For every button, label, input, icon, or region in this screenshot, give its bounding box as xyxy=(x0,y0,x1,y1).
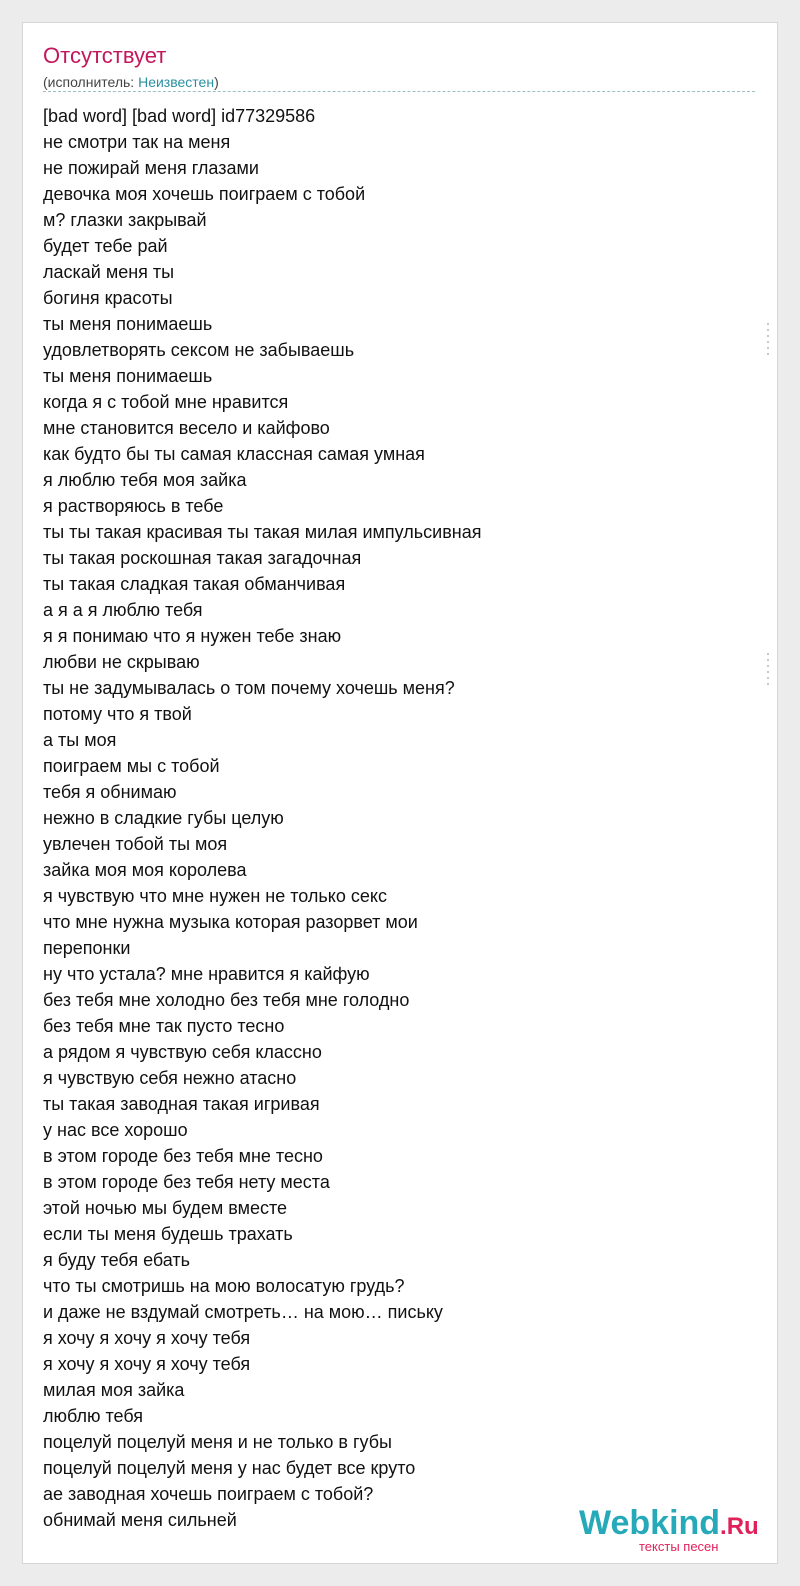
artist-link[interactable]: Неизвестен xyxy=(138,74,215,90)
lyric-line: перепонки xyxy=(43,938,131,958)
dot xyxy=(767,323,769,325)
page-card xyxy=(22,22,778,1564)
lyric-line: я я понимаю что я нужен тебе знаю xyxy=(43,626,342,646)
lyric-line: ты такая роскошная такая загадочная xyxy=(43,548,362,568)
lyric-line: зайка моя моя королева xyxy=(43,860,247,880)
song-title: Отсутствует xyxy=(43,43,167,68)
lyric-line: без тебя мне так пусто тесно xyxy=(43,1016,285,1036)
lyric-line: а ты моя xyxy=(43,730,117,750)
lyric-line: потому что я твой xyxy=(43,704,192,724)
dot xyxy=(767,341,769,343)
lyric-line: ты меня понимаешь xyxy=(43,366,213,386)
lyric-line: девочка моя хочешь поиграем с тобой xyxy=(43,184,366,204)
lyric-line: ласкай меня ты xyxy=(43,262,175,282)
lyric-line: поцелуй поцелуй меня и не только в губы xyxy=(43,1432,392,1452)
lyric-line: люблю тебя xyxy=(43,1406,144,1426)
dot xyxy=(767,683,769,685)
lyric-line: не пожирай меня глазами xyxy=(43,158,259,178)
dot xyxy=(767,671,769,673)
lyric-line: обнимай меня сильней xyxy=(43,1510,237,1530)
lyric-line: ае заводная хочешь поиграем с тобой? xyxy=(43,1484,374,1504)
dot xyxy=(767,335,769,337)
lyric-line: я буду тебя ебать xyxy=(43,1250,191,1270)
lyric-line: ты такая заводная такая игривая xyxy=(43,1094,320,1114)
lyric-line: м? глазки закрывай xyxy=(43,210,207,230)
lyric-line: я чувствую себя нежно атасно xyxy=(43,1068,297,1088)
artist-line xyxy=(43,73,755,91)
dot xyxy=(767,353,769,355)
dot xyxy=(767,665,769,667)
lyric-line: я растворяюсь в тебе xyxy=(43,496,224,516)
logo-tagline: тексты песен xyxy=(639,1539,719,1554)
lyric-line: я чувствую что мне нужен не только секс xyxy=(43,886,387,906)
lyric-line: увлечен тобой ты моя xyxy=(43,834,228,854)
lyric-line: без тебя мне холодно без тебя мне голодно xyxy=(43,990,410,1010)
lyric-line: у нас все хорошо xyxy=(43,1120,188,1140)
lyric-line: в этом городе без тебя нету места xyxy=(43,1172,330,1192)
lyric-line: этой ночью мы будем вместе xyxy=(43,1198,288,1218)
lyric-line: а рядом я чувствую себя классно xyxy=(43,1042,322,1062)
lyric-line: поцелуй поцелуй меня у нас будет все круто xyxy=(43,1458,416,1478)
lyric-line: тебя я обнимаю xyxy=(43,782,177,802)
lyrics-text xyxy=(43,103,755,1533)
lyric-line: не смотри так на меня xyxy=(43,132,231,152)
lyric-line: ты такая сладкая такая обманчивая xyxy=(43,574,346,594)
lyric-line: ты не задумывалась о том почему хочешь меня? xyxy=(43,678,455,698)
dot xyxy=(767,347,769,349)
lyric-line: я хочу я хочу я хочу тебя xyxy=(43,1354,251,1374)
scroll-dots-upper xyxy=(767,323,769,359)
lyric-line: что ты смотришь на мою волосатую грудь? xyxy=(43,1276,405,1296)
dot xyxy=(767,659,769,661)
lyric-line: любви не скрываю xyxy=(43,652,200,672)
logo-tld: .Ru xyxy=(720,1513,759,1540)
lyric-line: как будто бы ты самая классная самая умная xyxy=(43,444,425,464)
scroll-dots-lower xyxy=(767,653,769,689)
lyric-line: что мне нужна музыка которая разорвет мои xyxy=(43,912,418,932)
dot xyxy=(767,329,769,331)
lyric-line: и даже не вздумай смотреть… на мою… письку xyxy=(43,1302,443,1322)
lyric-line: ну что устала? мне нравится я кайфую xyxy=(43,964,370,984)
lyric-line: будет тебе рай xyxy=(43,236,168,256)
lyric-line: я люблю тебя моя зайка xyxy=(43,470,247,490)
lyric-line: если ты меня будешь трахать xyxy=(43,1224,293,1244)
dot xyxy=(767,677,769,679)
lyric-line: поиграем мы с тобой xyxy=(43,756,220,776)
song-header xyxy=(43,41,755,91)
lyric-line: мне становится весело и кайфово xyxy=(43,418,330,438)
header-divider xyxy=(43,91,755,92)
artist-suffix: ) xyxy=(214,74,219,90)
lyric-line: а я а я люблю тебя xyxy=(43,600,203,620)
lyric-line: богиня красоты xyxy=(43,288,173,308)
artist-prefix: (исполнитель: xyxy=(43,74,139,90)
lyric-line: [bad word] [bad word] id77329586 xyxy=(43,106,316,126)
lyric-line: ты меня понимаешь xyxy=(43,314,213,334)
logo-main-text: Webkind xyxy=(579,1504,721,1542)
lyric-line: в этом городе без тебя мне тесно xyxy=(43,1146,323,1166)
lyric-line: я хочу я хочу я хочу тебя xyxy=(43,1328,251,1348)
lyric-line: нежно в сладкие губы целую xyxy=(43,808,284,828)
lyric-line: милая моя зайка xyxy=(43,1380,185,1400)
dot xyxy=(767,653,769,655)
lyric-line: когда я с тобой мне нравится xyxy=(43,392,289,412)
lyric-line: удовлетворять сексом не забываешь xyxy=(43,340,355,360)
lyric-line: ты ты такая красивая ты такая милая импульсивная xyxy=(43,522,482,542)
webkind-logo[interactable] xyxy=(579,1505,779,1553)
